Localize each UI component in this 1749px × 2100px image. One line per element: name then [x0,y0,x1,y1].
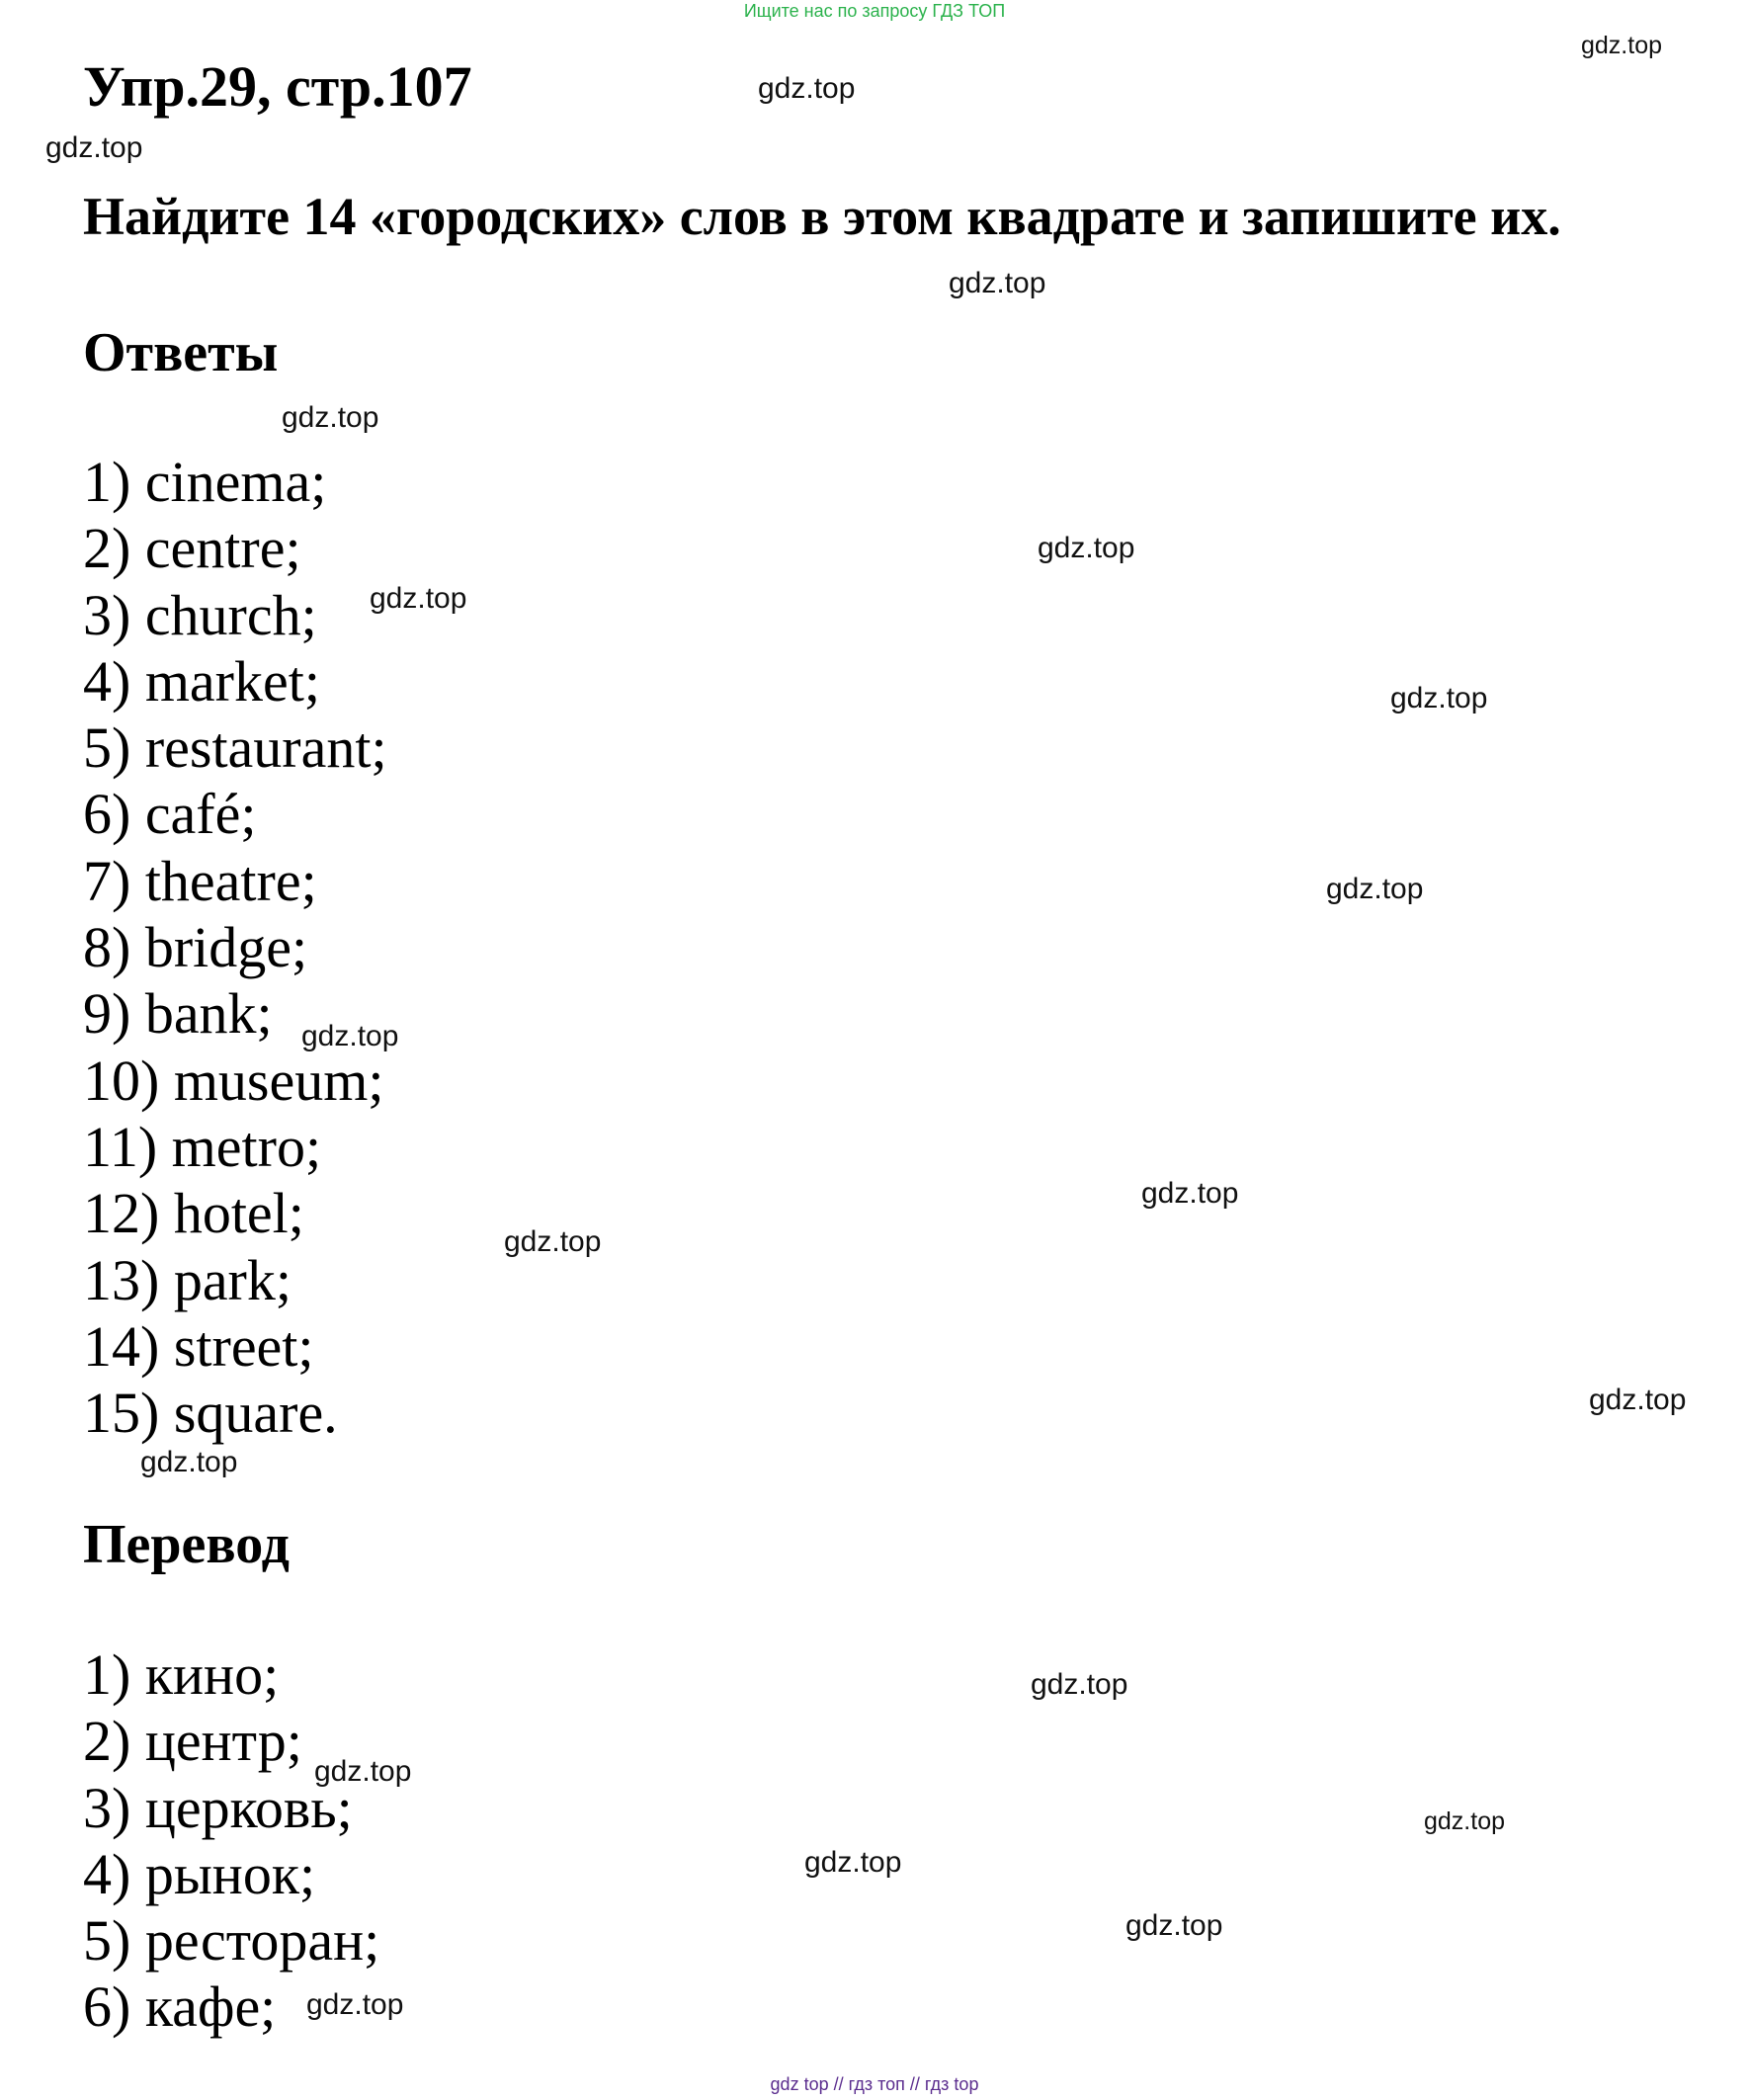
watermark: gdz.top [758,72,856,105]
watermark: gdz.top [306,1988,404,2021]
task-statement: Найдите 14 «городских» слов в этом квадрате и запишите их. [83,187,1561,246]
watermark: gdz.top [1589,1384,1687,1416]
watermark: gdz.top [1038,532,1135,564]
translation-item: 1) кино; [83,1642,280,1707]
answer-item: 1) cinema; [83,450,327,514]
answer-item: 6) café; [83,782,257,847]
answer-item: 4) market; [83,648,320,714]
answer-item: 10) museum; [83,1048,384,1113]
translation-item: 2) центр; [83,1709,302,1774]
answer-item: 14) street; [83,1313,314,1379]
watermark: gdz.top [1125,1909,1223,1942]
answer-item: 2) centre; [83,516,301,581]
answer-item: 13) park; [83,1247,292,1312]
watermark: gdz.top [1390,682,1488,714]
answers-list [83,449,387,1446]
translation-item: 4) рынок; [83,1841,316,1906]
answer-item: 12) hotel; [83,1181,304,1246]
watermark: gdz.top [1581,32,1663,59]
watermark: gdz.top [804,1846,902,1879]
watermark: gdz.top [1141,1177,1239,1210]
watermark: gdz.top [949,267,1046,299]
answer-item: 8) bridge; [83,915,308,980]
answers-heading: Ответы [83,322,279,383]
translations-list [83,1641,379,2041]
watermark: gdz.top [282,401,379,434]
footer-links[interactable]: gdz top // гдз топ // гдз top [770,2074,979,2094]
watermark: gdz.top [1031,1668,1128,1701]
watermark: gdz.top [504,1225,602,1258]
answer-item: 3) church; [83,582,317,647]
top-banner[interactable]: Ищите нас по запросу ГДЗ ТОП [743,1,1006,21]
answer-item: 5) restaurant; [83,715,387,781]
page-title: Упр.29, стр.107 [83,54,472,119]
watermark: gdz.top [1424,1807,1506,1835]
answer-item: 7) theatre; [83,848,317,913]
translation-item: 3) церковь; [83,1775,353,1840]
watermark: gdz.top [140,1446,238,1478]
watermark: gdz.top [314,1755,412,1788]
translation-heading: Перевод [83,1514,290,1575]
watermark: gdz.top [45,131,143,164]
watermark: gdz.top [301,1020,399,1052]
answer-item: 11) metro; [83,1114,322,1179]
answer-item: 15) square. [83,1381,338,1446]
translation-item: 6) кафе; [83,1974,277,2040]
watermark: gdz.top [1326,873,1424,905]
translation-item: 5) ресторан; [83,1908,380,1974]
watermark: gdz.top [370,582,467,615]
answer-item: 9) bank; [83,981,273,1047]
